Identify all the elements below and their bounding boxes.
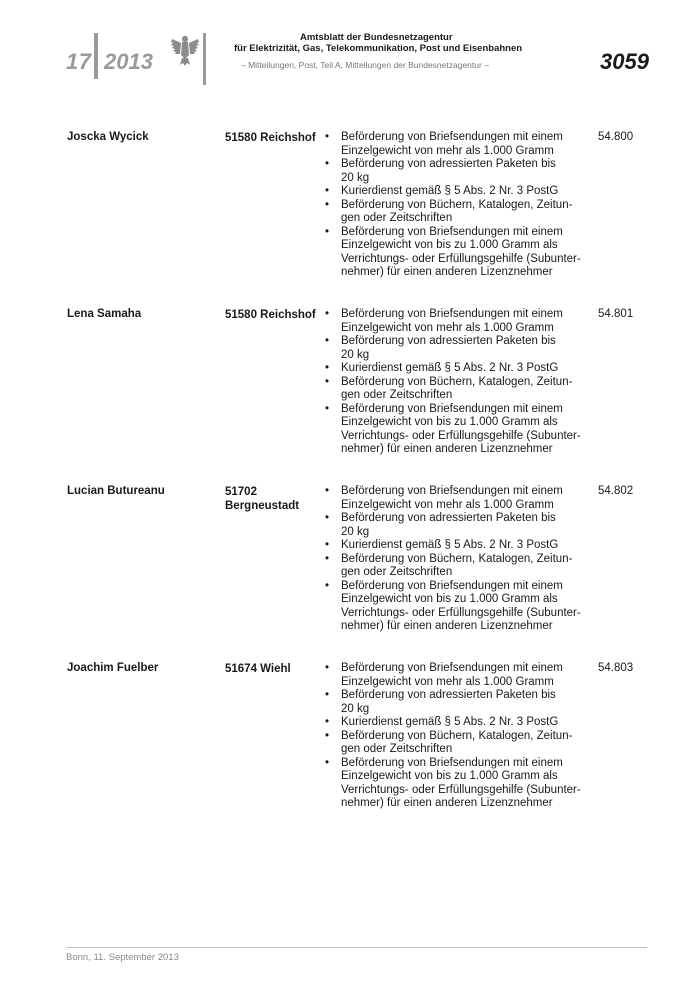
service-list: [325, 308, 593, 457]
bullet-icon: •: [325, 131, 330, 143]
service-item: • Beförderung von Briefsendungen mit einem Einzelgewicht von bis zu 1.000 Gramm als Verrichtungs- oder Erfüllungsgehilfe (Subunter- nehmer) für einen anderen Lizenznehmer: [325, 402, 581, 455]
service-item: • Beförderung von Briefsendungen mit einem Einzelgewicht von mehr als 1.000 Gramm: [325, 662, 563, 688]
service-item: • Beförderung von Büchern, Katalogen, Zeitun- gen oder Zeitschriften: [325, 729, 573, 755]
bullet-icon: •: [325, 662, 330, 674]
service-list: [325, 485, 593, 634]
issue-number: 17: [66, 49, 92, 74]
license-number: 54.802: [598, 485, 634, 497]
bullet-icon: •: [325, 375, 330, 388]
service-list: [325, 131, 593, 280]
licensee-name: Lucian Butureanu: [67, 485, 165, 497]
bullet-icon: •: [325, 579, 330, 592]
bullet-icon: •: [325, 485, 330, 497]
service-item: • Beförderung von adressierten Paketen bis 20 kg: [325, 689, 556, 715]
bullet-icon: •: [325, 552, 330, 565]
publication-scope: für Elektrizität, Gas, Telekommunikation, Post und Eisenbahnen: [234, 43, 523, 54]
service-item: • Beförderung von Briefsendungen mit einem Einzelgewicht von mehr als 1.000 Gramm: [325, 308, 563, 334]
issue-year: 2013: [104, 49, 153, 74]
service-item: • Beförderung von adressierten Paketen bis 20 kg: [325, 158, 556, 184]
service-item: • Kurierdienst gemäß § 5 Abs. 2 Nr. 3 PostG: [325, 539, 559, 551]
bullet-icon: •: [325, 362, 330, 374]
page-header: [0, 0, 700, 95]
bullet-icon: •: [325, 308, 330, 320]
bullet-icon: •: [325, 756, 330, 769]
bullet-icon: •: [325, 716, 330, 728]
bullet-icon: •: [325, 158, 330, 170]
license-number: 54.801: [598, 308, 634, 320]
license-number: 54.800: [598, 131, 634, 143]
publication-title: Amtsblatt der Bundesnetzagentur: [300, 32, 453, 43]
service-item: • Beförderung von adressierten Paketen bis 20 kg: [325, 512, 556, 538]
service-item: • Beförderung von Briefsendungen mit einem Einzelgewicht von mehr als 1.000 Gramm: [325, 485, 563, 511]
service-item: • Beförderung von Büchern, Katalogen, Zeitun- gen oder Zeitschriften: [325, 552, 573, 578]
service-item: • Beförderung von Büchern, Katalogen, Zeitun- gen oder Zeitschriften: [325, 375, 573, 401]
service-item: • Kurierdienst gemäß § 5 Abs. 2 Nr. 3 PostG: [325, 185, 559, 197]
service-item: • Beförderung von Briefsendungen mit einem Einzelgewicht von bis zu 1.000 Gramm als Verrichtungs- oder Erfüllungsgehilfe (Subunter- nehmer) für einen anderen Lizenznehmer: [325, 579, 581, 632]
licensee-place: 51674 Wiehl: [225, 663, 291, 675]
licensee-place: 51580 Reichshof: [225, 132, 316, 144]
footer-divider: [66, 947, 647, 948]
bullet-icon: •: [325, 335, 330, 347]
license-number: 54.803: [598, 662, 634, 674]
bullet-icon: •: [325, 225, 330, 238]
section-subtitle: – Mitteilungen, Post, Teil A, Mitteilungen der Bundesnetzagentur –: [241, 60, 489, 70]
service-item: • Beförderung von Briefsendungen mit einem Einzelgewicht von mehr als 1.000 Gramm: [325, 131, 563, 157]
issue-divider: [94, 33, 98, 79]
footer-date: Bonn, 11. September 2013: [66, 952, 179, 963]
licensee-place: 51702 Bergneustadt: [225, 486, 300, 512]
service-item: • Beförderung von Briefsendungen mit einem Einzelgewicht von bis zu 1.000 Gramm als Verrichtungs- oder Erfüllungsgehilfe (Subunter- nehmer) für einen anderen Lizenznehmer: [325, 225, 581, 278]
licensee-name: Joachim Fuelber: [67, 662, 159, 674]
bullet-icon: •: [325, 185, 330, 197]
service-item: • Beförderung von Briefsendungen mit einem Einzelgewicht von bis zu 1.000 Gramm als Verrichtungs- oder Erfüllungsgehilfe (Subunter- nehmer) für einen anderen Lizenznehmer: [325, 756, 581, 809]
bullet-icon: •: [325, 689, 330, 701]
bullet-icon: •: [325, 729, 330, 742]
service-item: • Kurierdienst gemäß § 5 Abs. 2 Nr. 3 PostG: [325, 716, 559, 728]
page-number: 3059: [600, 49, 649, 74]
service-list: [325, 662, 593, 811]
bullet-icon: •: [325, 512, 330, 524]
service-item: • Beförderung von Büchern, Katalogen, Zeitun- gen oder Zeitschriften: [325, 198, 573, 224]
licensee-name: Lena Samaha: [67, 308, 142, 320]
bullet-icon: •: [325, 198, 330, 211]
federal-eagle-icon: [170, 33, 200, 67]
bullet-icon: •: [325, 539, 330, 551]
licensee-place: 51580 Reichshof: [225, 309, 316, 321]
header-divider: [203, 33, 206, 85]
service-item: • Beförderung von adressierten Paketen bis 20 kg: [325, 335, 556, 361]
bullet-icon: •: [325, 402, 330, 415]
service-item: • Kurierdienst gemäß § 5 Abs. 2 Nr. 3 PostG: [325, 362, 559, 374]
licensee-name: Joscka Wycick: [67, 131, 149, 143]
